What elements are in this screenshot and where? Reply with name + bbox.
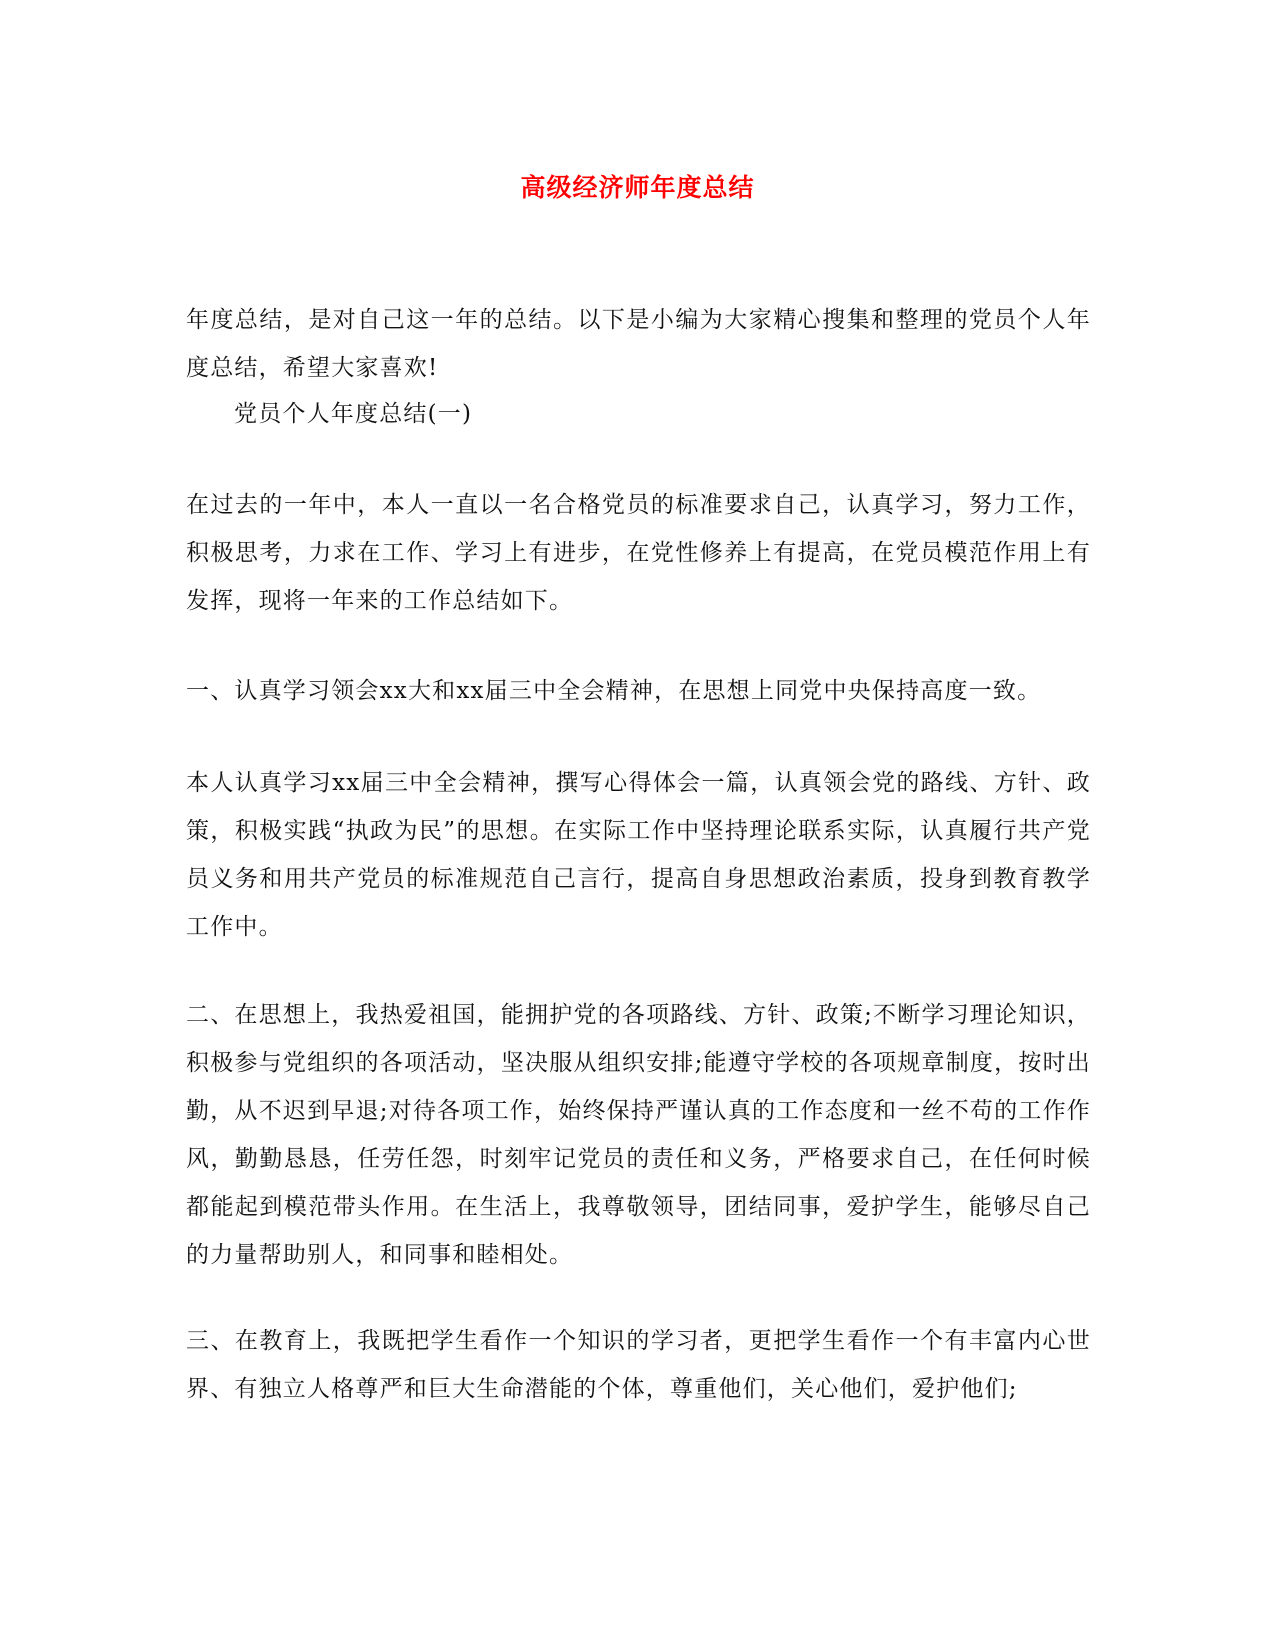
paragraph-point-one-heading: 一、认真学习领会xx大和xx届三中全会精神，在思想上同党中央保持高度一致。 <box>186 678 1042 704</box>
paragraph-point-three: 三、在教育上，我既把学生看作一个知识的学习者，更把学生看作一个有丰富内心世界、有独立人格尊严和巨大生命潜能的个体，尊重他们，关心他们，爱护他们; <box>186 1328 1091 1402</box>
intro-paragraph: 年度总结，是对自己这一年的总结。以下是小编为大家精心搜集和整理的党员个人年度总结，希望大家喜欢! <box>186 307 1091 381</box>
paragraph-past-year: 在过去的一年中，本人一直以一名合格党员的标准要求自己，认真学习，努力工作，积极思考，力求在工作、学习上有进步，在党性修养上有提高，在党员模范作用上有发挥，现将一年来的工作总结如下。 <box>186 492 1091 614</box>
section-heading: 党员个人年度总结(一) <box>234 401 473 427</box>
paragraph-point-one-body: 本人认真学习xx届三中全会精神，撰写心得体会一篇，认真领会党的路线、方针、政策，积极实践“执政为民”的思想。在实际工作中坚持理论联系实际，认真履行共产党员义务和用共产党员的标准规范自己言行，提高自身思想政治素质，投身到教育教学工作中。 <box>186 770 1091 940</box>
paragraph-point-two: 二、在思想上，我热爱祖国，能拥护党的各项路线、方针、政策;不断学习理论知识，积极参与党组织的各项活动，坚决服从组织安排;能遵守学校的各项规章制度，按时出勤，从不迟到早退;对待各项工作，始终保持严谨认真的工作态度和一丝不苟的工作作风，勤勤恳恳，任劳任怨，时刻牢记党员的责任和义务，严格要求自己，在任何时候都能起到模范带头作用。在生活上，我尊敬领导，团结同事，爱护学生，能够尽自己的力量帮助别人，和同事和睦相处。 <box>186 1002 1091 1268</box>
document-title: 高级经济师年度总结 <box>520 173 755 202</box>
